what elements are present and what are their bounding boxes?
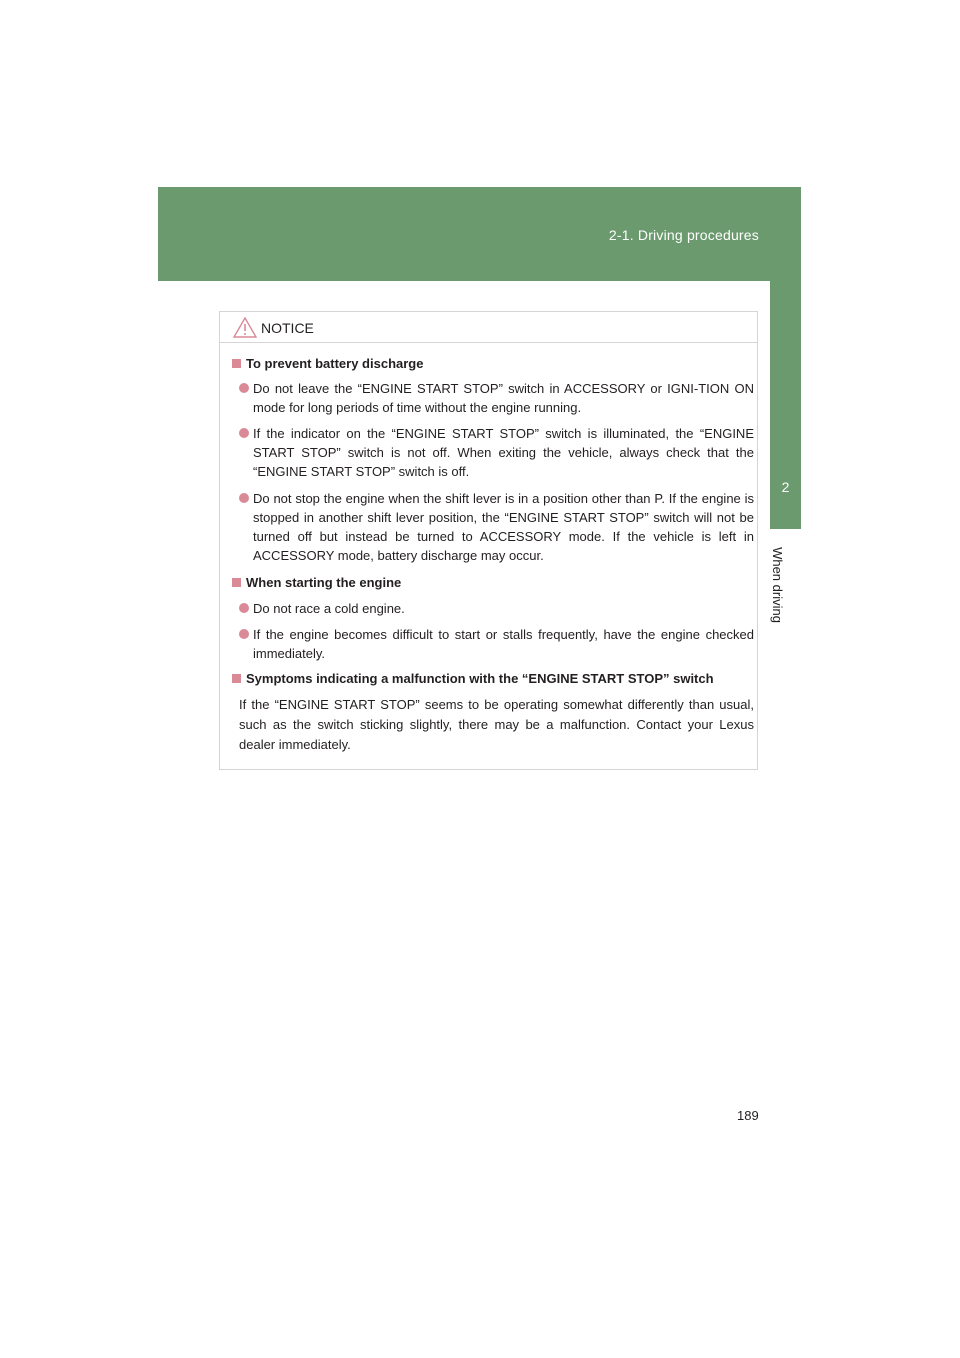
chapter-number: 2 xyxy=(781,479,790,495)
square-bullet-icon xyxy=(232,359,241,368)
notice-box xyxy=(219,311,758,770)
round-bullet-icon xyxy=(239,603,249,613)
chapter-side-label xyxy=(770,540,795,630)
round-bullet-icon xyxy=(239,428,249,438)
symptoms-paragraph: If the “ENGINE START STOP” seems to be operating somewhat differently than usual, such as the switch sticking slightly, there may be a malfunction. Contact your Lexus dealer immediately. xyxy=(239,697,754,752)
list-item: Do not race a cold engine. xyxy=(239,599,754,618)
square-bullet-icon xyxy=(232,578,241,587)
notice-title: NOTICE xyxy=(261,320,314,336)
section-heading-battery: To prevent battery discharge xyxy=(232,356,423,371)
list-item: Do not stop the engine when the shift lever is in a position other than P. If the engine is stopped in another shift lever position, the “ENGINE START STOP” switch will not be turned off but instead be turned to ACCESSORY mode. If the vehicle is left in ACCESSORY mode, battery discharge may occur. xyxy=(239,489,754,565)
page-number: 189 xyxy=(737,1108,759,1123)
chapter-header-band xyxy=(158,187,801,281)
round-bullet-icon xyxy=(239,629,249,639)
chapter-side-tab xyxy=(770,281,801,529)
list-item: Do not leave the “ENGINE START STOP” switch in ACCESSORY or IGNI-TION ON mode for long periods of time without the engine running. xyxy=(239,379,754,417)
round-bullet-icon xyxy=(239,493,249,503)
warning-triangle-icon xyxy=(233,317,257,338)
list-item: If the engine becomes difficult to start or stalls frequently, have the engine checked immediately. xyxy=(239,625,754,663)
notice-header xyxy=(220,312,757,343)
round-bullet-icon xyxy=(239,383,249,393)
chapter-label: When driving xyxy=(770,547,785,623)
square-bullet-icon xyxy=(232,674,241,683)
section-heading-symptoms: Symptoms indicating a malfunction with the “ENGINE START STOP” switch xyxy=(232,671,714,686)
list-item: If the indicator on the “ENGINE START STOP” switch is illuminated, the “ENGINE START STOP” switch is not off. When exiting the vehicle, always check that the “ENGINE START STOP” switch is off. xyxy=(239,424,754,481)
section-title: 2-1. Driving procedures xyxy=(608,227,759,243)
section-heading-starting: When starting the engine xyxy=(232,575,401,590)
